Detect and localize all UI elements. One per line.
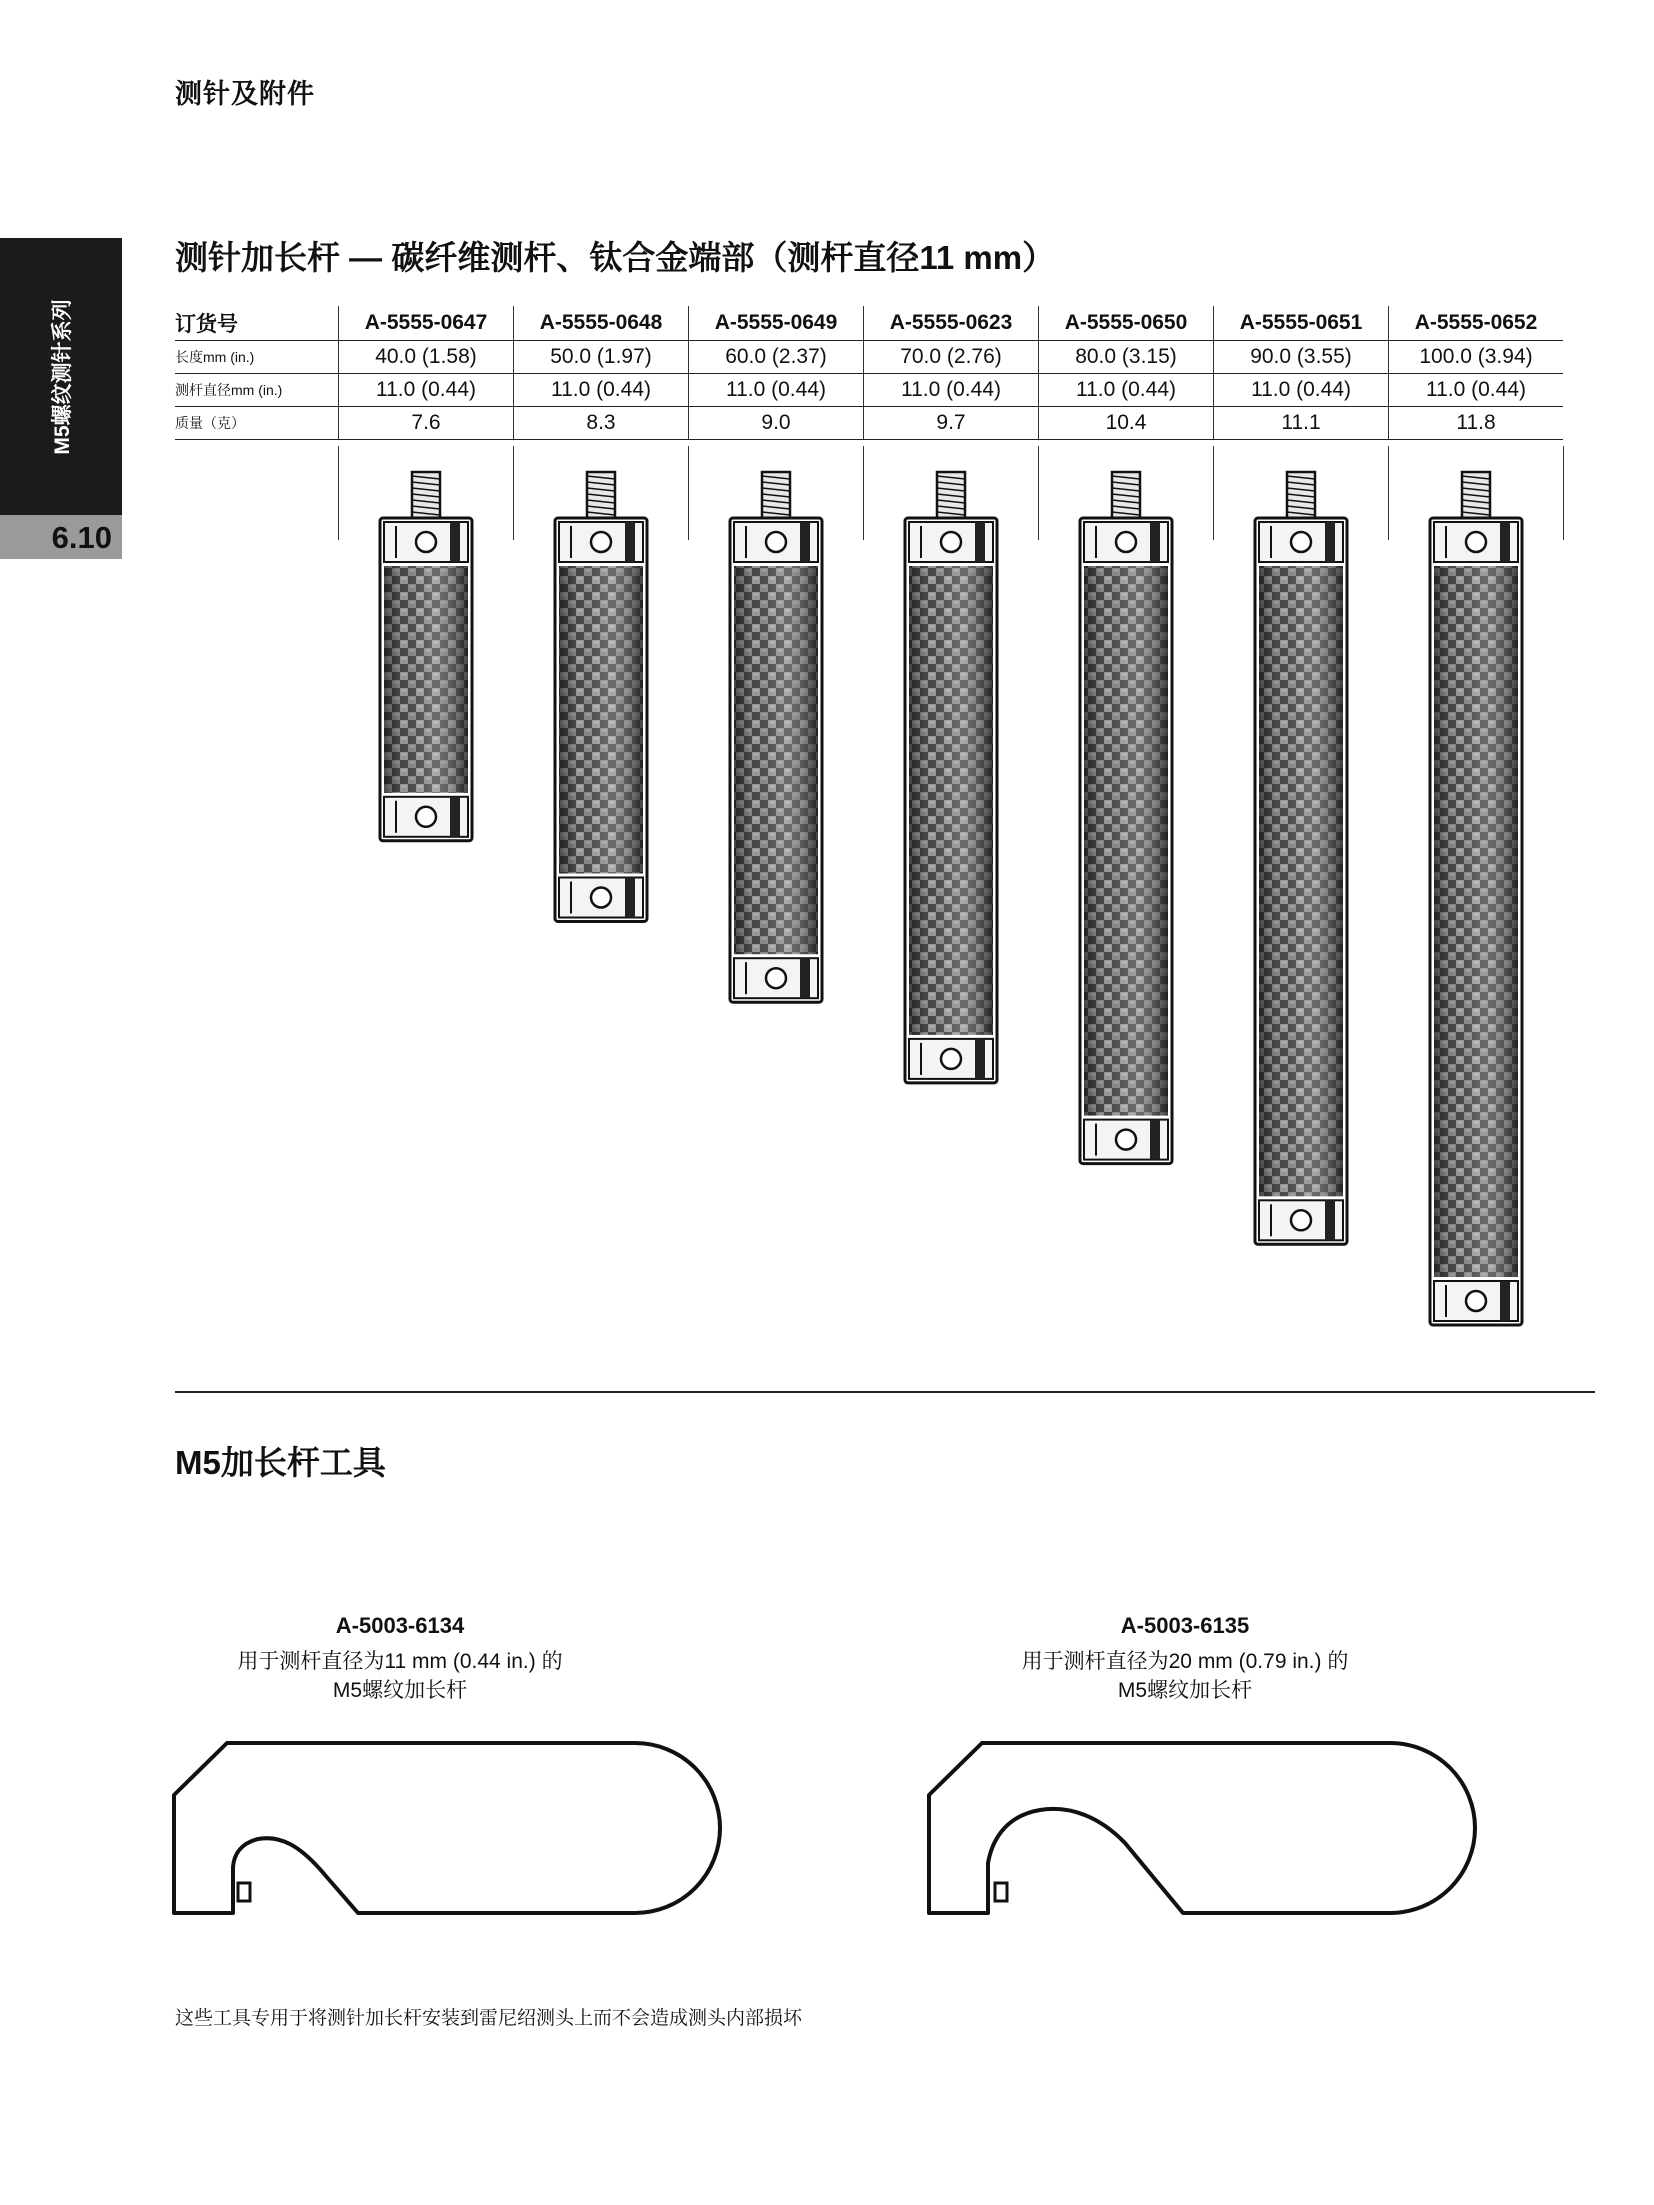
table-cell: 70.0 (2.76) (864, 341, 1039, 374)
rod-cap-flat (975, 1039, 985, 1079)
rod-carbon-shade (559, 566, 643, 874)
table-cell: 50.0 (1.97) (514, 341, 689, 374)
table-cell: 60.0 (2.37) (689, 341, 864, 374)
rod-cap-flat (800, 958, 810, 998)
wrench-tool-large-drawing (925, 1735, 1465, 1925)
rod-cross-hole (941, 532, 961, 552)
rod-cross-hole (1466, 532, 1486, 552)
col-header: A-5555-0648 (514, 306, 689, 341)
table-cell: 8.3 (514, 407, 689, 440)
rod-cap-flat (1150, 522, 1160, 562)
extension-rod (1255, 472, 1347, 1244)
section-title-extensions: 测针加长杆 — 碳纤维测杆、钛合金端部（测杆直径11 mm） (175, 239, 1056, 276)
wrench-tool-small-drawing (170, 1735, 710, 1925)
page-header-title: 测针及附件 (175, 79, 315, 109)
tool-card-6135 (985, 1613, 1385, 1705)
extension-rod (380, 472, 472, 841)
wrench-outline (929, 1743, 1475, 1913)
rod-cap-flat (450, 522, 460, 562)
rod-cross-hole (1291, 532, 1311, 552)
col-header: A-5555-0651 (1214, 306, 1389, 341)
page-number: 6.10 (51, 520, 112, 555)
rod-cross-hole (1116, 532, 1136, 552)
rod-cap-flat (1150, 1120, 1160, 1160)
rod-cross-hole (766, 532, 786, 552)
table-cell: 7.6 (339, 407, 514, 440)
rod-cross-hole (591, 888, 611, 908)
rod-cap-flat (1500, 1281, 1510, 1321)
rod-carbon-shade (734, 566, 818, 954)
rod-cap-flat (1325, 522, 1335, 562)
rod-cap-flat (625, 522, 635, 562)
tool-part-number: A-5003-6134 (335, 1613, 465, 1638)
side-section-label: M5螺纹测针系列 (51, 298, 74, 455)
table-cell: 11.0 (0.44) (339, 374, 514, 407)
table-cell: 11.8 (1389, 407, 1564, 440)
section-divider (175, 1391, 1595, 1393)
extension-rod (1080, 472, 1172, 1164)
rod-cross-hole (941, 1049, 961, 1069)
col-header: A-5555-0652 (1389, 306, 1564, 341)
rod-cap-flat (625, 878, 635, 918)
tool-part-number: A-5003-6135 (1120, 1613, 1250, 1638)
rod-cross-hole (1291, 1210, 1311, 1230)
table-cell: 40.0 (1.58) (339, 341, 514, 374)
rod-carbon-shade (909, 566, 993, 1035)
rod-cap-flat (1500, 522, 1510, 562)
rod-cross-hole (1116, 1130, 1136, 1150)
wrench-pin (238, 1883, 250, 1901)
table-cell: 80.0 (3.15) (1039, 341, 1214, 374)
row-label-length: 长度mm (in.) (175, 341, 339, 374)
row-label-part: 订货号 (175, 306, 339, 341)
tool-description-line: M5螺纹加长杆 (1117, 1679, 1253, 1702)
rod-cross-hole (416, 807, 436, 827)
tool-description-line: M5螺纹加长杆 (332, 1679, 468, 1702)
col-header: A-5555-0650 (1039, 306, 1214, 341)
table-cell: 11.0 (0.44) (864, 374, 1039, 407)
extension-rod (1430, 472, 1522, 1325)
col-header: A-5555-0649 (689, 306, 864, 341)
rod-cap-flat (800, 522, 810, 562)
rod-cross-hole (416, 532, 436, 552)
table-cell: 11.0 (0.44) (1214, 374, 1389, 407)
rod-cap-flat (975, 522, 985, 562)
extension-rod (730, 472, 822, 1002)
rod-cap-flat (450, 797, 460, 837)
extension-rod (905, 472, 997, 1083)
rod-carbon-shade (1084, 566, 1168, 1116)
table-cell: 90.0 (3.55) (1214, 341, 1389, 374)
table-cell: 11.1 (1214, 407, 1389, 440)
wrench-pin (995, 1883, 1007, 1901)
table-cell: 9.0 (689, 407, 864, 440)
rod-carbon-shade (384, 566, 468, 793)
tool-description (200, 1647, 600, 1705)
table-cell: 11.0 (0.44) (689, 374, 864, 407)
extension-rod (555, 472, 647, 922)
table-cell: 9.7 (864, 407, 1039, 440)
tool-description-line: 用于测杆直径为20 mm (0.79 in.) 的 (1021, 1650, 1349, 1673)
tool-card-6134 (200, 1613, 600, 1705)
table-cell: 10.4 (1039, 407, 1214, 440)
table-cell: 11.0 (0.44) (1389, 374, 1564, 407)
wrench-outline (174, 1743, 720, 1913)
rod-carbon-shade (1434, 566, 1518, 1277)
section-title-tools: M5加长杆工具 (175, 1444, 386, 1481)
tool-description-line: 用于测杆直径为11 mm (0.44 in.) 的 (237, 1650, 563, 1673)
col-header: A-5555-0647 (339, 306, 514, 341)
table-cell: 11.0 (0.44) (1039, 374, 1214, 407)
table-cell: 11.0 (0.44) (514, 374, 689, 407)
row-label-mass: 质量（克） (175, 407, 339, 440)
rod-carbon-shade (1259, 566, 1343, 1196)
table-cell: 100.0 (3.94) (1389, 341, 1564, 374)
rod-cap-flat (1325, 1200, 1335, 1240)
rod-cross-hole (591, 532, 611, 552)
rod-cross-hole (766, 968, 786, 988)
row-label-diameter: 测杆直径mm (in.) (175, 374, 339, 407)
rod-cross-hole (1466, 1291, 1486, 1311)
col-header: A-5555-0623 (864, 306, 1039, 341)
tool-description (985, 1647, 1385, 1705)
footnote: 这些工具专用于将测针加长杆安装到雷尼绍测头上而不会造成测头内部损坏 (175, 2008, 803, 2029)
